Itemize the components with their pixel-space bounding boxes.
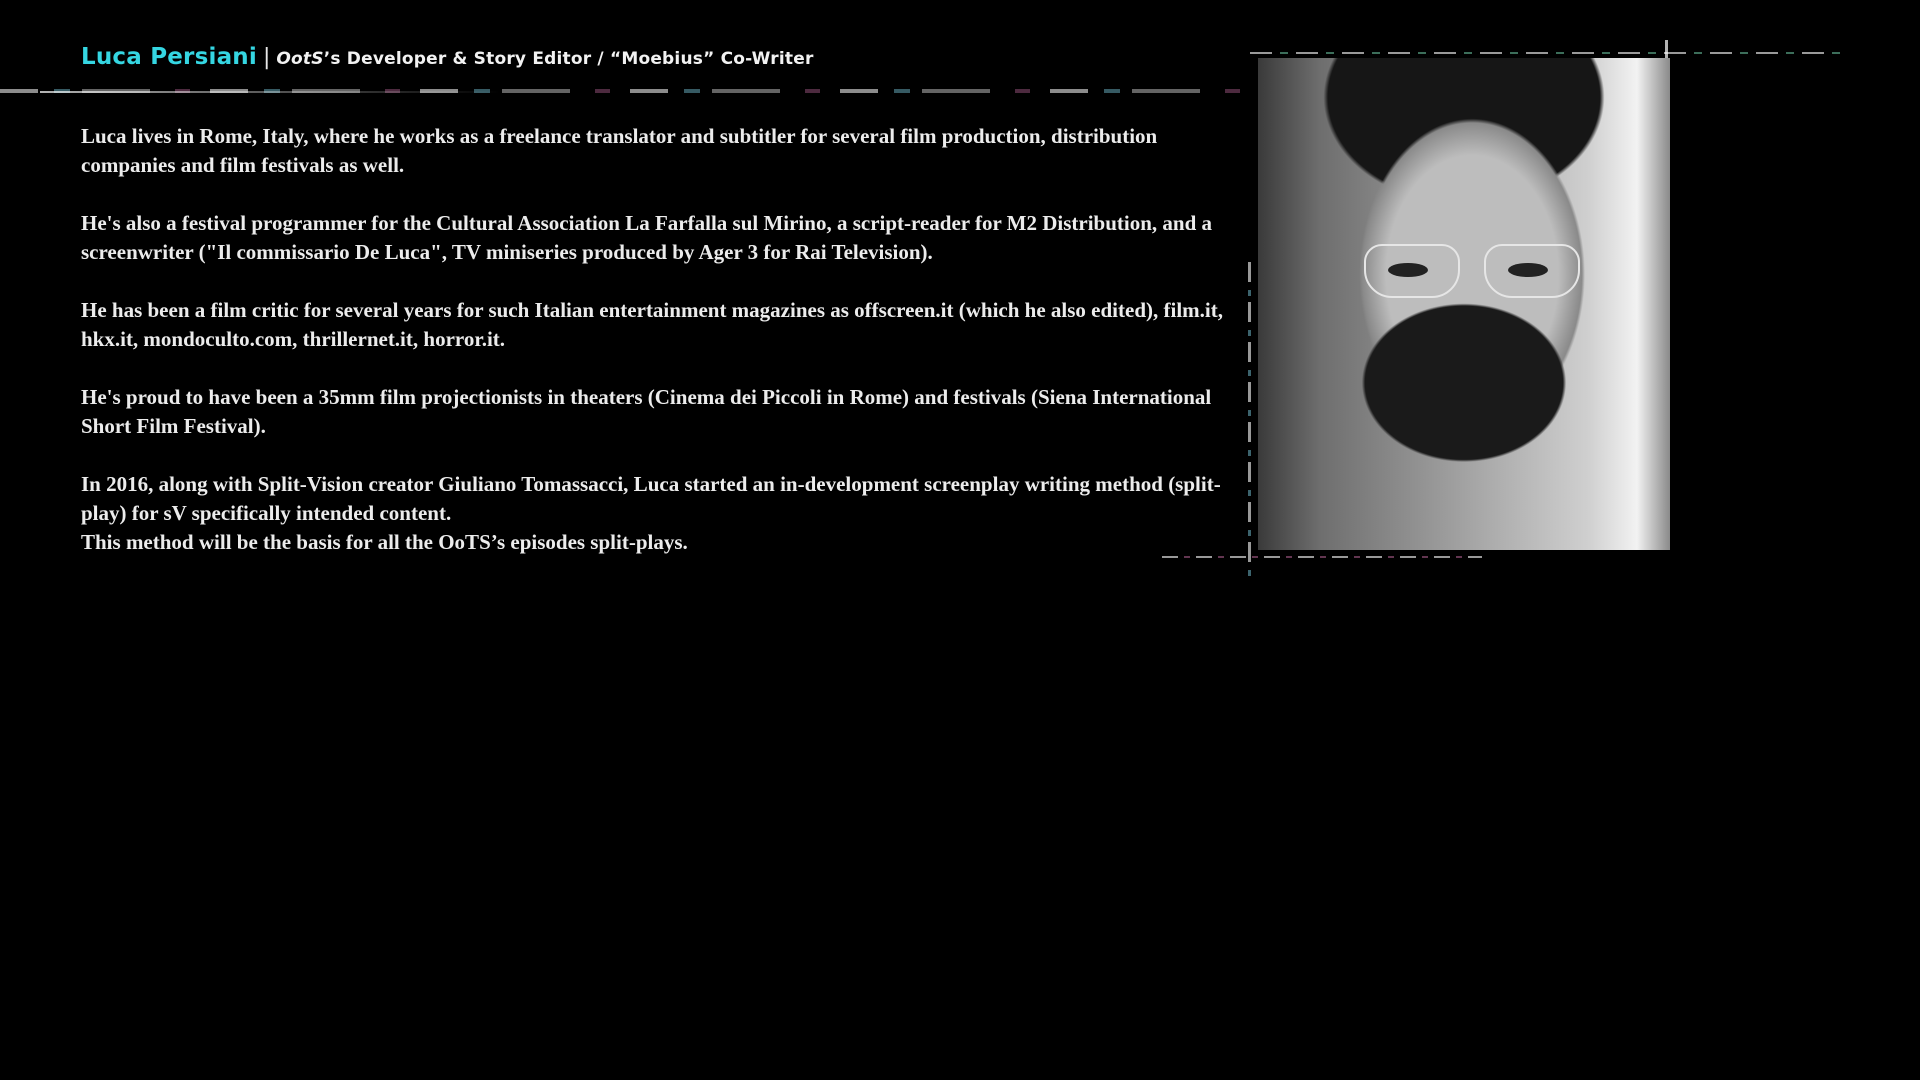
- person-role: [276, 49, 813, 69]
- bio-paragraph-3: He has been a film critic for several years for such Italian entertainment magazines as offscreen.it (which he also edited), film.it, hkx.it, mondoculto.com, thrillernet.it, horror.it.: [81, 298, 1223, 351]
- frame-bottom-glitch: [1162, 556, 1482, 558]
- portrait-photo: [1258, 58, 1670, 550]
- header-separator: |: [262, 45, 271, 70]
- frame-top-glitch: [1250, 52, 1840, 54]
- page-header: [81, 44, 814, 72]
- biography: [81, 122, 1231, 557]
- bio-paragraph-6: This method will be the basis for all the OoTS’s episodes split-plays.: [81, 530, 688, 554]
- portrait-frame: [1250, 52, 1670, 556]
- bio-paragraph-4: He's proud to have been a 35mm film projectionists in theaters (Cinema dei Piccoli in Rome) and festivals (Siena International Short Film Festival).: [81, 385, 1212, 438]
- bio-paragraph-5: In 2016, along with Split-Vision creator Giuliano Tomassacci, Luca started an in-development screenplay writing method (split-play) for sV specifically intended content.: [81, 472, 1221, 525]
- role-description: ’s Developer & Story Editor / “Moebius” Co-Writer: [323, 49, 814, 69]
- portrait-glasses-left: [1364, 244, 1460, 298]
- frame-left-glitch: [1248, 262, 1251, 582]
- person-name: Luca Persiani: [81, 44, 257, 70]
- role-show-title: OotS: [276, 49, 324, 69]
- glitch-divider-highlight: [40, 91, 500, 93]
- bio-paragraph-2: He's also a festival programmer for the Cultural Association La Farfalla sul Mirino, a script-reader for M2 Distribution, and a screenwriter ("Il commissario De Luca", TV miniseries produced by Ager 3 for Rai Television).: [81, 211, 1213, 264]
- portrait-glasses-right: [1484, 244, 1580, 298]
- bio-paragraph-1: Luca lives in Rome, Italy, where he works as a freelance translator and subtitler for several film production, distribution companies and film festivals as well.: [81, 124, 1158, 177]
